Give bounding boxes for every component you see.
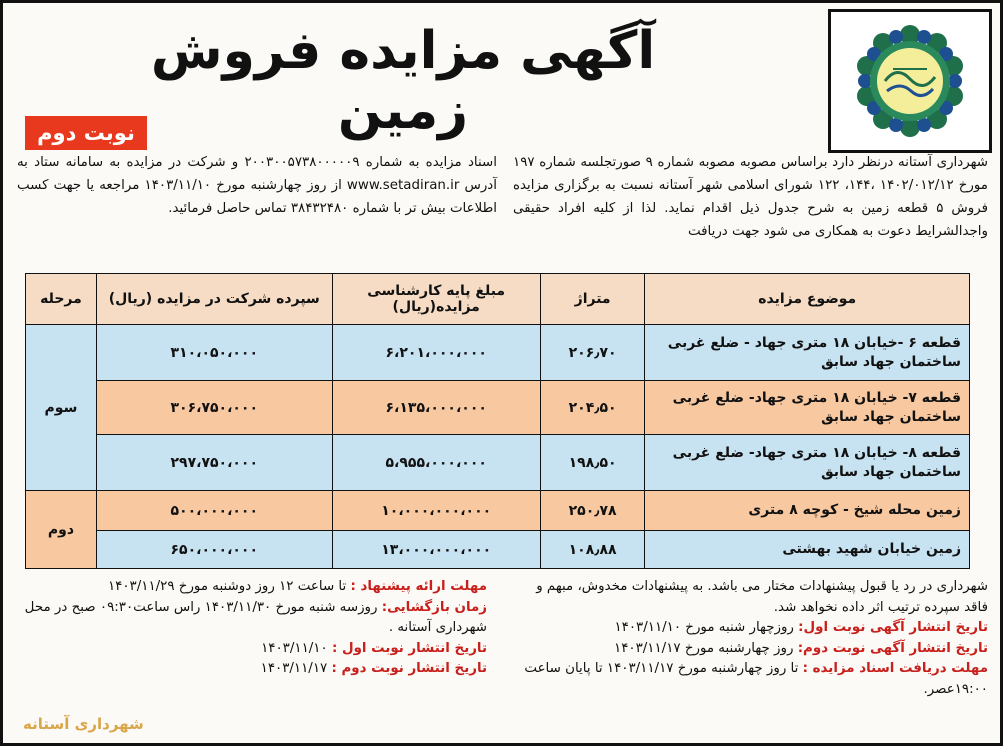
table-row: [26, 381, 970, 435]
row-subject: قطعه ۸- خیابان ۱۸ متری جهاد- ضلع غربی ساختمان جهاد سابق: [645, 435, 970, 491]
docs-label: مهلت دریافت اسناد مزایده :: [802, 661, 988, 676]
header-deposit: سپرده شرکت در مزایده (ریال): [96, 274, 332, 325]
docs-line: [518, 659, 988, 700]
table-row: [26, 531, 970, 569]
row-deposit: ۶۵۰،۰۰۰،۰۰۰: [96, 531, 332, 569]
row-deposit: ۲۹۷،۷۵۰،۰۰۰: [96, 435, 332, 491]
opening-value: روزسه شنبه مورخ ۱۴۰۳/۱۱/۳۰ راس ساعت۰۹:۳۰ صبح در محل شهرداری آستانه .: [24, 599, 487, 635]
second-pub-label: تاریخ انتشار آگهی نوبت دوم:: [797, 640, 988, 656]
pub2-line: [17, 659, 487, 680]
row-base: ۱۰،۰۰۰،۰۰۰،۰۰۰: [332, 491, 540, 531]
row-area: ۲۵۰٫۷۸: [540, 491, 645, 531]
first-pub-line: [518, 618, 988, 639]
second-pub-line: [518, 639, 988, 660]
signature: شهرداری آستانه: [23, 715, 144, 733]
table-row: [26, 435, 970, 491]
municipality-logo: [828, 9, 992, 153]
row-deposit: ۳۰۶،۷۵۰،۰۰۰: [96, 381, 332, 435]
footer-left: [17, 577, 487, 680]
first-pub-value: روزچهار شنبه مورخ ۱۴۰۳/۱۱/۱۰: [614, 620, 794, 635]
row-subject: قطعه ۶ -خیابان ۱۸ متری جهاد - ضلع غربی ساختمان جهاد سابق: [645, 325, 970, 381]
row-area: ۲۰۴٫۵۰: [540, 381, 645, 435]
row-area: ۲۰۶٫۷۰: [540, 325, 645, 381]
pub2-value: ۱۴۰۳/۱۱/۱۷: [260, 661, 328, 676]
row-base: ۱۳،۰۰۰،۰۰۰،۰۰۰: [332, 531, 540, 569]
logo-emblem-icon: [845, 21, 975, 141]
docs-value: تا روز چهارشنبه مورخ ۱۴۰۳/۱۱/۱۷ تا پایان ساعت ۱۹:۰۰عصر.: [524, 661, 988, 697]
row-deposit: ۳۱۰،۰۵۰،۰۰۰: [96, 325, 332, 381]
row-area: ۱۰۸٫۸۸: [540, 531, 645, 569]
row-base: ۶،۲۰۱،۰۰۰،۰۰۰: [332, 325, 540, 381]
round-badge: نوبت دوم: [25, 116, 147, 150]
intro-text-left: اسناد مزایده به شماره ۲۰۰۳۰۰۵۷۳۸۰۰۰۰۰۹ و شرکت در مزایده به سامانه ستاد به آدرس www.setadiran.ir از روز چهارشنبه مورخ ۱۴۰۳/۱۱/۱۰ مراجعه یا جهت کسب اطلاعات بیش تر با شماره ۳۸۴۳۲۴۸۰ تماس حاصل فرمائید.: [17, 155, 497, 216]
page-title: آگهی مزایده فروش زمین: [150, 21, 656, 141]
pub1-label: تاریخ انتشار نوبت اول :: [331, 640, 487, 656]
notice-text: شهرداری در رد یا قبول پیشنهادات مختار می باشد. به پیشنهادات مخدوش، مبهم و فاقد سپرده ترتیب اثر داده نخواهد شد.: [536, 579, 988, 615]
table-row: [26, 491, 970, 531]
first-pub-label: تاریخ انتشار آگهی نوبت اول:: [798, 620, 988, 635]
deadline-value: تا ساعت ۱۲ روز دوشنبه مورخ ۱۴۰۳/۱۱/۲۹: [107, 579, 347, 594]
opening-line: [17, 598, 487, 639]
intro-text-right: شهرداری آستانه درنظر دارد براساس مصوبه مصوبه شماره ۹ صورتجلسه شماره ۱۹۷ مورخ ۱۴۰۲/۰۱۲/۱۲ ،۱۴۴، ۱۲۲ شورای اسلامی شهر آستانه نسبت به برگزاری مزایده فروش ۵ قطعه زمین به شرح جدول ذیل اقدام نماید. لذا از کلیه افراد حقیقی واجدالشرایط دعوت به همکاری می شود جهت دریافت: [513, 155, 989, 239]
pub2-label: تاریخ انتشار نوبت دوم :: [331, 661, 487, 676]
row-subject: زمین خیابان شهید بهشتی: [645, 531, 970, 569]
row-base: ۶،۱۳۵،۰۰۰،۰۰۰: [332, 381, 540, 435]
row-subject: زمین محله شیخ - کوچه ۸ متری: [645, 491, 970, 531]
stage-third: سوم: [26, 325, 97, 491]
pub1-line: [17, 639, 487, 660]
footer-right: [518, 577, 988, 700]
header-stage: مرحله: [26, 274, 97, 325]
table-row: [26, 325, 970, 381]
header-base: مبلغ پایه کارشناسی مزایده(ریال): [332, 274, 540, 325]
header-subject: موضوع مزایده: [645, 274, 970, 325]
deadline-label: مهلت ارائه پیشنهاد :: [350, 579, 487, 594]
opening-label: زمان بازگشایی:: [381, 599, 487, 615]
deadline-line: [17, 577, 487, 598]
row-base: ۵،۹۵۵،۰۰۰،۰۰۰: [332, 435, 540, 491]
second-pub-value: روز چهارشنبه مورخ ۱۴۰۳/۱۱/۱۷: [614, 640, 794, 656]
row-area: ۱۹۸٫۵۰: [540, 435, 645, 491]
stage-second: دوم: [26, 491, 97, 569]
row-subject: قطعه ۷- خیابان ۱۸ متری جهاد- ضلع غربی ساختمان جهاد سابق: [645, 381, 970, 435]
table-header-row: [26, 274, 970, 325]
pub1-value: ۱۴۰۳/۱۱/۱۰: [261, 640, 328, 656]
header-area: متراژ: [540, 274, 645, 325]
row-deposit: ۵۰۰،۰۰۰،۰۰۰: [96, 491, 332, 531]
auction-table: [25, 273, 970, 569]
